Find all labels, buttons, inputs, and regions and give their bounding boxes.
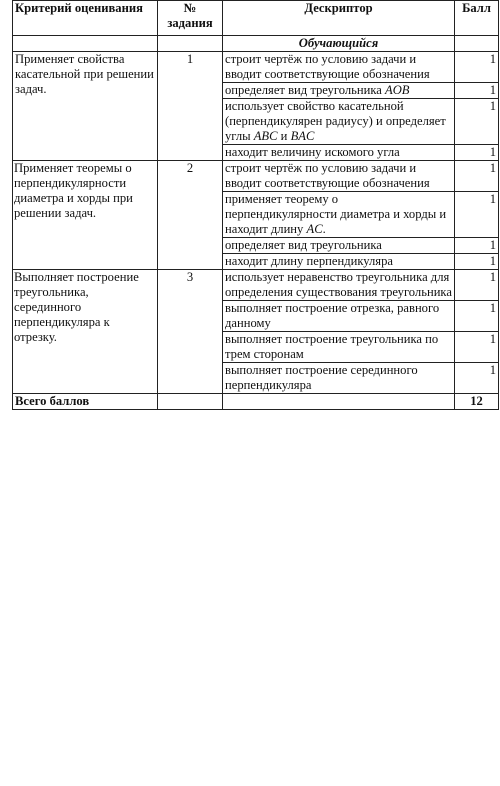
points-cell: 1: [455, 270, 499, 301]
empty-cell: [158, 394, 223, 410]
descriptor-cell: использует неравенство треугольника для определения существования треугольника: [223, 270, 455, 301]
table-row: [13, 270, 499, 301]
descriptor-cell: определяет вид треугольника AOB: [223, 83, 455, 99]
descriptor-cell: выполняет построение серединного перпендикуляра: [223, 363, 455, 394]
descriptor-cell: находит величину искомого угла: [223, 145, 455, 161]
header-descriptor: Дескриптор: [223, 1, 455, 36]
criterion-cell: Применяет теоремы о перпендикулярности диаметра и хорды при решении задач.: [13, 161, 158, 270]
task-number-cell: 1: [158, 52, 223, 161]
points-cell: 1: [455, 145, 499, 161]
descriptor-cell: строит чертёж по условию задачи и вводит соответствующие обозначения: [223, 161, 455, 192]
descriptor-cell: определяет вид треугольника: [223, 238, 455, 254]
points-cell: 1: [455, 83, 499, 99]
descriptor-cell: строит чертёж по условию задачи и вводит соответствующие обозначения: [223, 52, 455, 83]
descriptor-cell: выполняет построение треугольника по трем сторонам: [223, 332, 455, 363]
criterion-cell: Выполняет построение треугольника, серединного перпендикуляра к отрезку.: [13, 270, 158, 394]
criterion-cell: Применяет свойства касательной при решении задач.: [13, 52, 158, 161]
total-label: Всего баллов: [13, 394, 158, 410]
total-row: [13, 394, 499, 410]
points-cell: 1: [455, 363, 499, 394]
points-cell: 1: [455, 52, 499, 83]
empty-cell: [455, 36, 499, 52]
subheader-learner: Обучающийся: [223, 36, 455, 52]
empty-cell: [223, 394, 455, 410]
points-cell: 1: [455, 161, 499, 192]
header-criterion: Критерий оценивания: [13, 1, 158, 36]
task-number-cell: 2: [158, 161, 223, 270]
points-cell: 1: [455, 99, 499, 145]
total-points: 12: [455, 394, 499, 410]
table-header-row: [13, 1, 499, 36]
header-points: Балл: [455, 1, 499, 36]
points-cell: 1: [455, 238, 499, 254]
descriptor-cell: выполняет построение отрезка, равного данному: [223, 301, 455, 332]
subheader-row: [13, 36, 499, 52]
points-cell: 1: [455, 301, 499, 332]
descriptor-cell: применяет теорему о перпендикулярности диаметра и хорды и находит длину AC.: [223, 192, 455, 238]
empty-cell: [13, 36, 158, 52]
empty-cell: [158, 36, 223, 52]
task-number-cell: 3: [158, 270, 223, 394]
table-row: [13, 161, 499, 192]
assessment-rubric-table: [12, 0, 499, 410]
points-cell: 1: [455, 254, 499, 270]
table-row: [13, 52, 499, 83]
descriptor-cell: использует свойство касательной (перпендикулярен радиусу) и определяет углы ABC и BAC: [223, 99, 455, 145]
descriptor-cell: находит длину перпендикуляра: [223, 254, 455, 270]
points-cell: 1: [455, 192, 499, 238]
points-cell: 1: [455, 332, 499, 363]
header-task-number: № задания: [158, 1, 223, 36]
